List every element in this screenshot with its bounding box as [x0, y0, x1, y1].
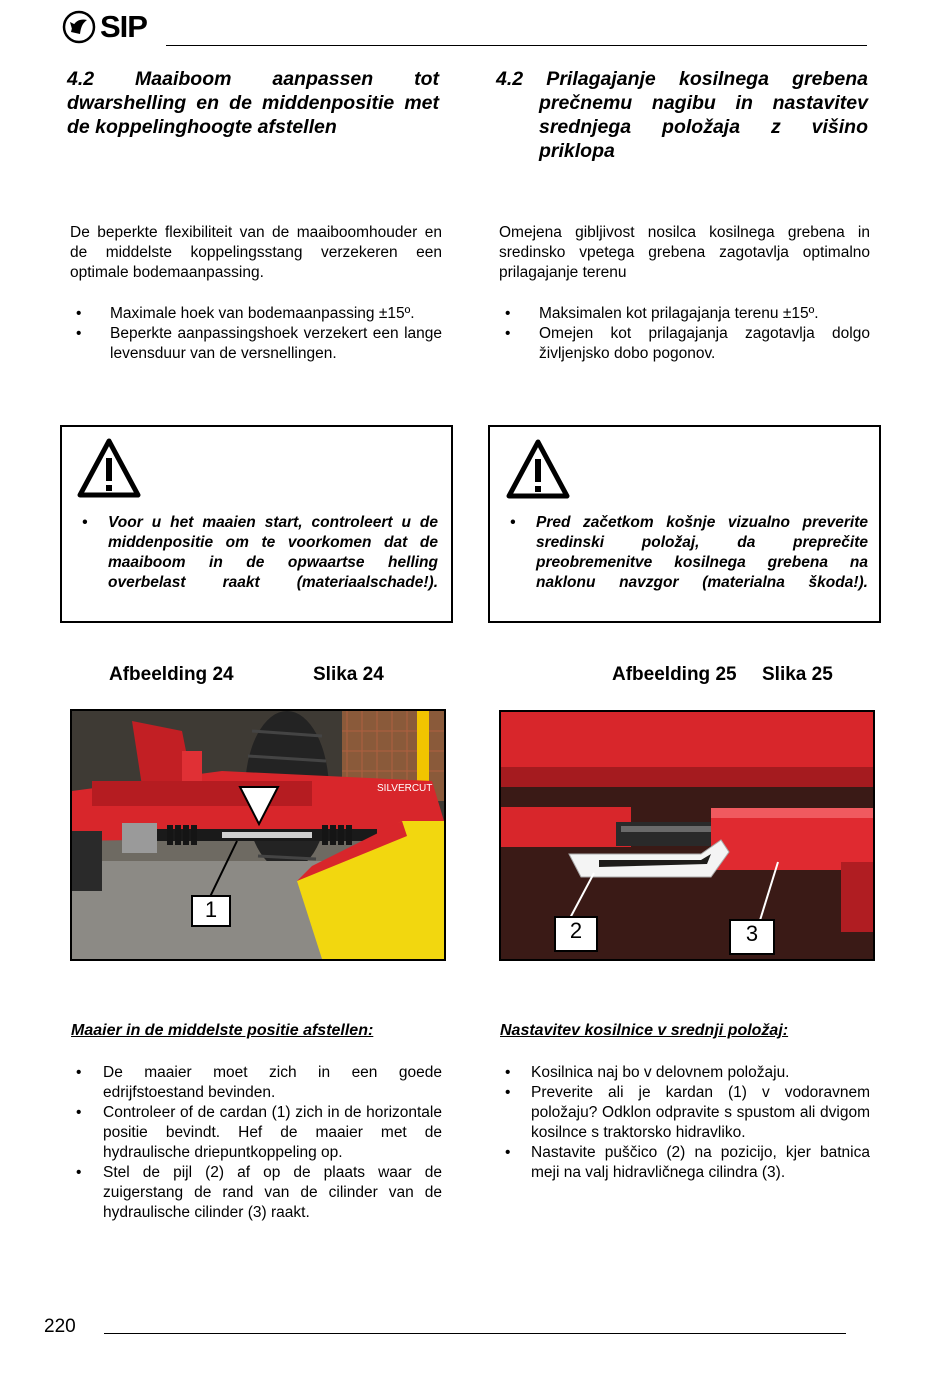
- callout-label-2: 2: [554, 916, 598, 952]
- callout-label-3: 3: [729, 919, 775, 955]
- section-title-nl: 4.2 Maaiboom aanpassen tot dwarshelling en de middenpositie met de koppelinghoogte afstellen: [67, 68, 439, 138]
- list-item: • Maksimalen kot prilagajanja terenu ±15º.: [499, 304, 870, 324]
- footer-rule: [104, 1333, 846, 1334]
- intro-paragraph-sl: Omejena gibljivost nosilca kosilnega grebena in sredinsko vpetega grebena zagotavlja optimalno prilagajanje terenu: [499, 224, 870, 281]
- warning-text-nl: • Voor u het maaien start, controleert u de middenpositie om te voorkomen dat de maaiboom in de opwaartse helling overbelast raakt (materiaalschade!).: [76, 513, 438, 593]
- steps-list-sl: [499, 1063, 870, 1183]
- section-title-sl: 4.2 Prilagajanje kosilnega grebena prečnemu nagibu in nastavitev srednjega položaja z višino priklopa: [496, 68, 868, 162]
- figure-caption-25-nl: Afbeelding 25: [612, 664, 737, 685]
- list-item: • De maaier moet zich in een goede edrijfstoestand bevinden.: [70, 1063, 442, 1103]
- bullet-list-nl: [70, 304, 442, 364]
- list-item: • Nastavite puščico (2) na pozicijo, kjer batnica meji na valj hidravličnega cilindra (3).: [499, 1143, 870, 1183]
- bullet-list-sl: [499, 304, 870, 364]
- callout-label-1: 1: [191, 895, 231, 927]
- steps-list-nl: [70, 1063, 442, 1223]
- list-item: • Beperkte aanpassingshoek verzekert een lange levensduur van de versnellingen.: [70, 324, 442, 364]
- list-item: • Maximale hoek van bodemaanpassing ±15º.: [70, 304, 442, 324]
- list-item: • Stel de pijl (2) af op de plaats waar de zuigerstang de rand van de cilinder van de hydraulische cilinder (3) raakt.: [70, 1163, 442, 1223]
- warning-text-sl: • Pred začetkom košnje vizualno preverite sredinski položaj, da preprečite preobremenitve kosilnega grebena na naklonu navzgor (materialna škoda!).: [504, 513, 868, 593]
- subheading-sl: Nastavitev kosilnice v srednji položaj:: [500, 1022, 789, 1039]
- warning-triangle-icon: [506, 439, 570, 499]
- page-number: 220: [44, 1316, 76, 1337]
- mower-cardan-illustration: [72, 711, 444, 959]
- subheading-nl: Maaier in de middelste positie afstellen:: [71, 1022, 374, 1039]
- list-item: • Omejen kot prilagajanja zagotavlja dolgo življenjsko dobo pogonov.: [499, 324, 870, 364]
- figure-caption-24-sl: Slika 24: [313, 664, 384, 685]
- logo-text: SIP: [100, 9, 147, 44]
- warning-box-nl: [60, 425, 453, 623]
- sip-logo: [62, 8, 162, 46]
- header-rule: [166, 45, 867, 46]
- logo-emblem-icon: [62, 10, 96, 44]
- figure-caption-25-sl: Slika 25: [762, 664, 833, 685]
- figure-24-photo: [70, 709, 446, 961]
- list-item: • Preverite ali je kardan (1) v vodoravnem položaju? Odklon odpravite s spustom ali dvigom kosilnce s traktorsko hidravliko.: [499, 1083, 870, 1143]
- intro-paragraph-nl: De beperkte flexibiliteit van de maaiboomhouder en de middelste koppelingsstang verzekeren een optimale bodemaanpassing.: [70, 224, 442, 281]
- figure-25-photo: [499, 710, 875, 961]
- warning-box-sl: [488, 425, 881, 623]
- machine-model-label: SILVERCUT: [377, 783, 433, 794]
- warning-triangle-icon: [77, 438, 141, 498]
- list-item: • Kosilnica naj bo v delovnem položaju.: [499, 1063, 870, 1083]
- list-item: • Controleer of de cardan (1) zich in de horizontale positie bevindt. Hef de maaier met de hydraulische driepuntkoppeling op.: [70, 1103, 442, 1163]
- figure-caption-24-nl: Afbeelding 24: [109, 664, 234, 685]
